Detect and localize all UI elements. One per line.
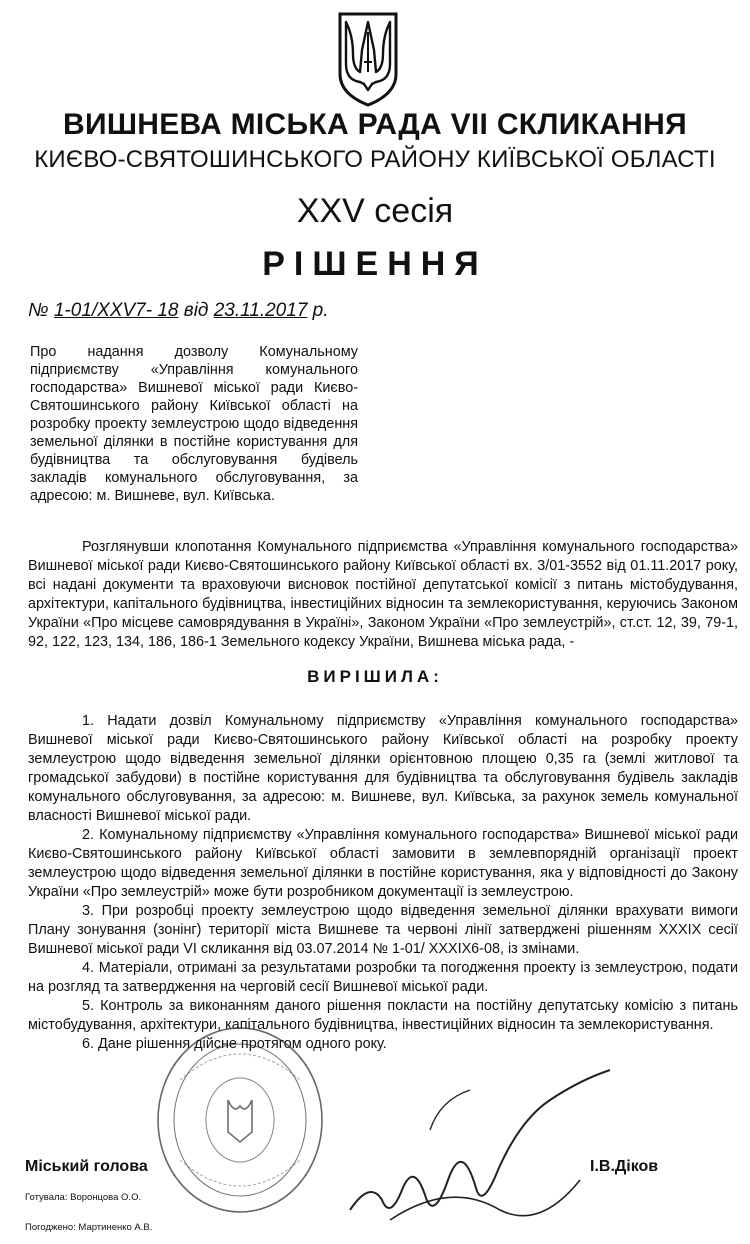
official-stamp <box>150 1020 330 1220</box>
decision-number: 1-01/XXV7- 18 <box>53 300 179 321</box>
handwritten-signature <box>330 1060 630 1240</box>
decision-item: 1. Надати дозвіл Комунальному підприємству «Управління комунального господарства» Вишневої міської ради Києво-Святошинського району Київської області на розробку проекту землеустрою щодо відведення земельної ділянки орієнтовною площею 0,35 га (землі житлової та громадської забудови) в постійне користування для будівництва та обслуговування будівель закладів комунального обслуговування, за адресою: м. Вишневе, вул. Київська, за рахунок земель комунальної власності Вишневої міської ради. <box>28 713 738 824</box>
decision-number-line <box>28 300 329 322</box>
preamble-text: Розглянувши клопотання Комунального підприємства «Управління комунального господарства» Вишневої міської ради Києво-Святошинського району Київської області вх. 3/01-3552 від 01.11.2017 року, всі надані документи та враховуючи висновок постійної депутатської комісії з питань містобудування, архітектури, капітального будівництва, інвестиційних відносин та землекористування, керуючись Законом України «Про місцеве самоврядування в Україні», Законом України «Про землеустрій», ст.ст. 12, 39, 79-1, 92, 122, 123, 134, 186, 186-1 Земельного кодексу України, Вишнева міська рада, - <box>28 539 738 650</box>
district-name: КИЄВО-СВЯТОШИНСЬКОГО РАЙОНУ КИЇВСЬКОЇ ОБЛАСТІ <box>34 146 716 173</box>
resolved-heading: ВИРІШИЛА: <box>307 667 443 686</box>
subject-text: Про надання дозволу Комунальному підприємству «Управління комунального господарства» Вишневої міської ради Києво-Святошинського району Київської області на розробку проекту землеустрою щодо відведення земельної ділянки в постійне користування для будівництва та обслуговування будівель закладів комунального обслуговування, за адресою: м. Вишневе, вул. Київська. <box>30 344 358 504</box>
signature-name: І.В.Діков <box>590 1158 659 1175</box>
council-name: ВИШНЕВА МІСЬКА РАДА VII СКЛИКАННЯ <box>63 108 687 141</box>
date-suffix: р. <box>312 300 329 321</box>
session-title: XXV сесія <box>296 192 454 230</box>
decision-item: 3. При розробці проекту землеустрою щодо відведення земельної ділянки врахувати вимоги Плану зонування (зонінг) території міста Вишневе та червоні лінії затверджені рішенням XXXIX сесії Вишневої міської ради VI скликання від 03.07.2014 № 1-01/ XXXIX6-08, із змінами. <box>28 903 738 957</box>
date-prefix: від <box>183 300 209 321</box>
decision-date: 23.11.2017 <box>213 300 308 321</box>
agreed-by: Погоджено: Мартиненко А.В. <box>25 1222 153 1233</box>
decision-items <box>28 712 738 1054</box>
signature-position: Міський голова <box>25 1158 148 1175</box>
trident-emblem-icon <box>336 10 400 108</box>
number-prefix: № <box>28 300 49 321</box>
decision-item: 5. Контроль за виконанням даного рішення покласти на постійну депутатську комісію з питань містобудування, архітектури, капітального будівництва, інвестиційних відносин та землекористування. <box>28 998 738 1033</box>
decision-item: 4. Матеріали, отримані за результатами розробки та погодження проекту із землеустрою, подати на розгляд та затвердження на черговій сесії Вишневої міської ради. <box>28 960 738 995</box>
decision-item: 6. Дане рішення дійсне протягом одного року. <box>82 1036 387 1052</box>
decision-item: 2. Комунальному підприємству «Управління комунального господарства» Вишневої міської ради Києво-Святошинського району Київської області замовити в землевпорядній організації проект землеустрою щодо відведення земельної ділянки в постійне користування, яка у відповідності до Закону України «Про землеустрій» може бути розробником документації із землеустрою. <box>28 827 738 900</box>
preamble <box>28 538 738 652</box>
document-type-heading: РІШЕННЯ <box>262 245 488 283</box>
decision-subject <box>30 343 358 505</box>
prepared-by: Готувала: Воронцова О.О. <box>25 1192 142 1203</box>
